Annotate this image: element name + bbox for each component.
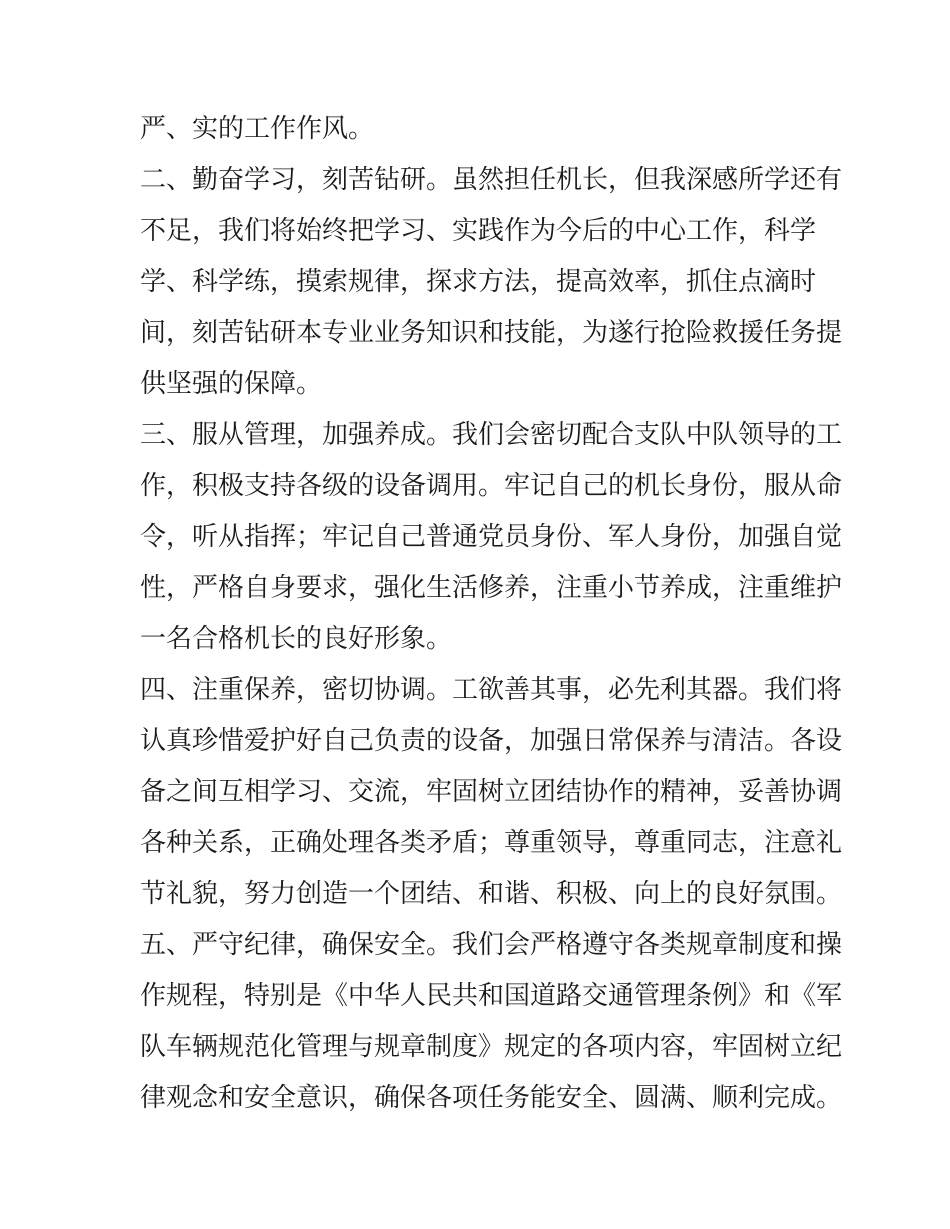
text-line: 性，严格自身要求，强化生活修养，注重小节养成，注重维护 [140, 573, 843, 603]
text-line: 备之间互相学习、交流，牢固树立团结协作的精神，妥善协调 [140, 777, 843, 807]
text-line: 供坚强的保障。 [140, 369, 323, 399]
text-line: 节礼貌，努力创造一个团结、和谐、积极、向上的良好氛围。 [140, 879, 843, 909]
text-line: 不足，我们将始终把学习、实践作为今后的中心工作，科学 [140, 216, 817, 246]
text-line: 令，听从指挥；牢记自己普通党员身份、军人身份，加强自觉 [140, 522, 843, 552]
text-line: 学、科学练，摸索规律，探求方法，提高效率，抓住点滴时 [140, 267, 817, 297]
text-line: 各种关系，正确处理各类矛盾；尊重领导，尊重同志，注意礼 [140, 828, 843, 858]
text-line: 一名合格机长的良好形象。 [140, 624, 453, 654]
text-line: 队车辆规范化管理与规章制度》规定的各项内容，牢固树立纪 [140, 1032, 843, 1062]
text-line: 四、注重保养，密切协调。工欲善其事，必先利其器。我们将 [140, 675, 843, 705]
text-line: 二、勤奋学习，刻苦钻研。虽然担任机长，但我深感所学还有 [140, 165, 843, 195]
text-line: 三、服从管理，加强养成。我们会密切配合支队中队领导的工 [140, 420, 843, 450]
text-line: 严、实的工作作风。 [140, 114, 375, 144]
text-line: 五、严守纪律，确保安全。我们会严格遵守各类规章制度和操 [140, 930, 843, 960]
text-line: 律观念和安全意识，确保各项任务能安全、圆满、顺利完成。 [140, 1083, 843, 1113]
body-text [140, 104, 843, 1124]
text-line: 认真珍惜爱护好自己负责的设备，加强日常保养与清洁。各设 [140, 726, 843, 756]
text-line: 作，积极支持各级的设备调用。牢记自己的机长身份，服从命 [140, 471, 843, 501]
text-line: 间，刻苦钻研本专业业务知识和技能，为遂行抢险救援任务提 [140, 318, 843, 348]
text-line: 作规程，特别是《中华人民共和国道路交通管理条例》和《军 [140, 981, 843, 1011]
